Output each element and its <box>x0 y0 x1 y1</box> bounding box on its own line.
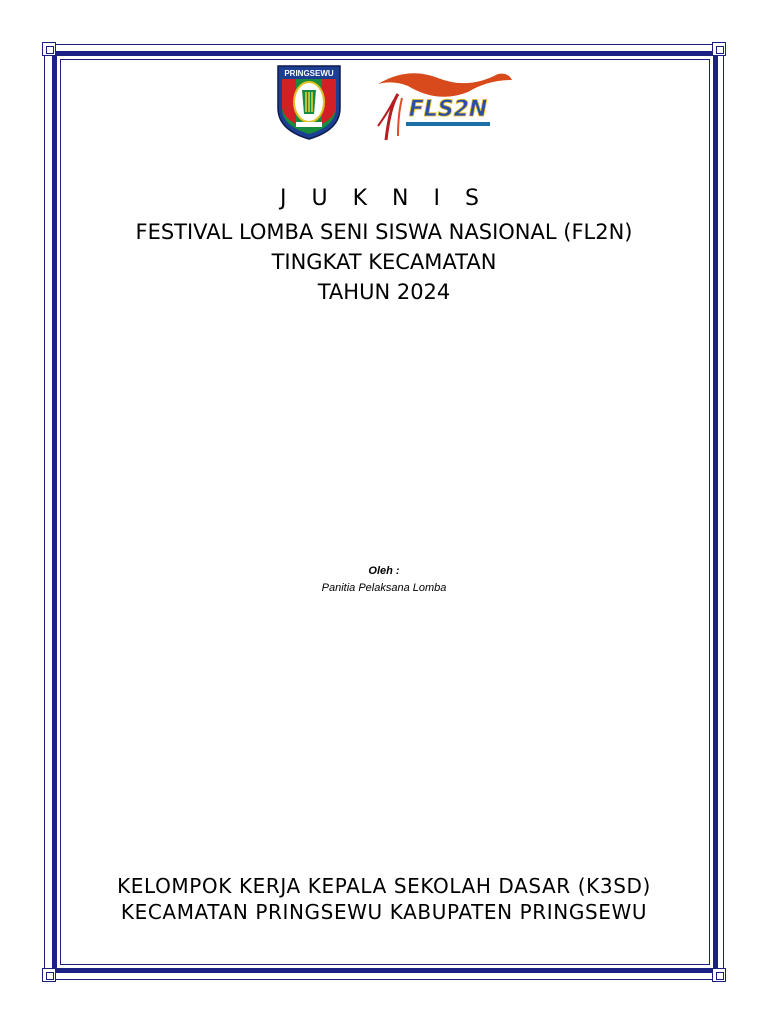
author-label: Oleh : <box>368 565 400 577</box>
document-subtitle-line-2: TINGKAT KECAMATAN <box>271 250 497 274</box>
border-corner-bottom-left <box>42 968 56 982</box>
document-subtitle-line-1: FESTIVAL LOMBA SENI SISWA NASIONAL (FL2N) <box>135 220 633 244</box>
emblem-text: PRINGSEWU <box>284 69 334 78</box>
organization-line-1: KELOMPOK KERJA KEPALA SEKOLAH DASAR (K3SD) <box>117 874 651 898</box>
border-corner-bottom-right <box>712 968 726 982</box>
document-subtitle-line-3: TAHUN 2024 <box>317 280 451 304</box>
document-title: J U K N I S <box>280 186 488 211</box>
author-name: Panitia Pelaksana Lomba <box>321 582 447 594</box>
fls2n-logo-text: FLS2N <box>408 97 488 122</box>
border-corner-top-right <box>712 42 726 56</box>
fls2n-logo <box>368 66 514 142</box>
pringsewu-emblem-logo <box>276 64 342 140</box>
organization-line-2: KECAMATAN PRINGSEWU KABUPATEN PRINGSEWU <box>120 900 648 924</box>
border-corner-top-left <box>42 42 56 56</box>
